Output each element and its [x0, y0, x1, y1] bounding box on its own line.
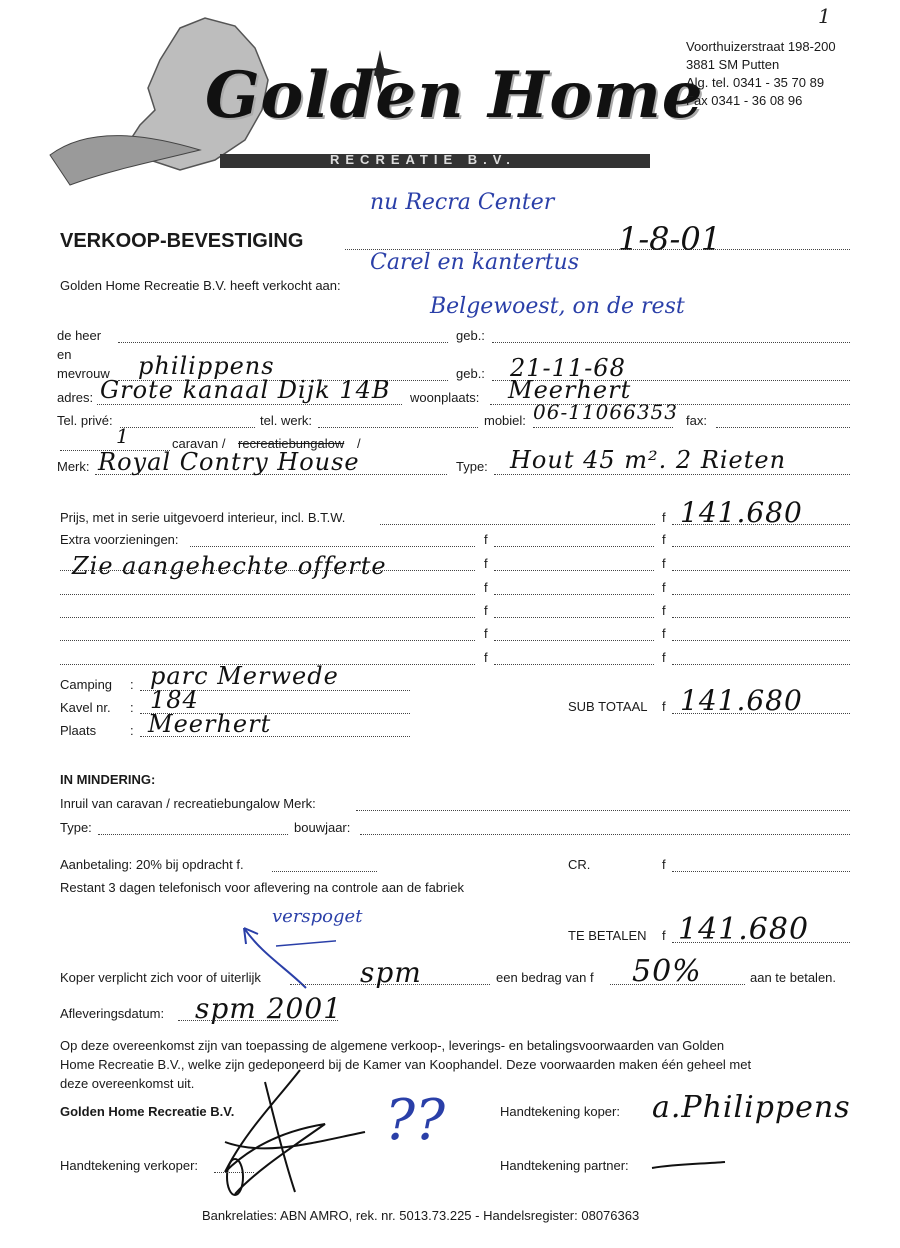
product-quantity: 1 — [116, 424, 130, 448]
trade-type-line — [98, 834, 288, 835]
subtotal-currency: f — [662, 699, 666, 714]
extras-amount-line — [494, 640, 654, 641]
extras-amount-line — [494, 664, 654, 665]
extras-currency: f — [484, 603, 488, 618]
deadline-value: spm — [360, 956, 422, 989]
intro-text: Golden Home Recreatie B.V. heeft verkocht aan: — [60, 278, 341, 293]
label-extras: Extra voorzieningen: — [60, 532, 179, 547]
label-slash: / — [357, 436, 361, 451]
subtotal-value: 141.680 — [680, 684, 803, 717]
extras-line — [60, 640, 475, 641]
buyer-signature: a.Philippens — [652, 1090, 851, 1125]
extras-line — [60, 594, 475, 595]
logo-text: Golden Home — [205, 58, 704, 133]
product-brand: Royal Contry House — [98, 448, 360, 476]
date-value: 1-8-01 — [618, 220, 722, 258]
label-type: Type: — [456, 459, 488, 474]
address-street: Voorthuizerstraat 198-200 — [686, 39, 836, 54]
plaats-colon: : — [130, 723, 134, 738]
extras-amount-line — [672, 546, 850, 547]
label-amount: een bedrag van f — [496, 970, 594, 985]
extras-currency: f — [662, 650, 666, 665]
label-mobiel: mobiel: — [484, 413, 526, 428]
label-pay-end: aan te betalen. — [750, 970, 837, 985]
extras-note: Zie aangehechte offerte — [72, 552, 387, 580]
fax-line — [716, 427, 850, 428]
extras-amount-line — [672, 617, 850, 618]
label-rest: Restant 3 dagen telefonisch voor aflevering na controle aan de fabriek — [60, 880, 464, 895]
logo-subtitle: RECREATIE B.V. — [330, 152, 516, 167]
label-partner-signature: Handtekening partner: — [500, 1158, 629, 1173]
deposit-line — [272, 871, 377, 872]
buyer-mobile: 06-11066353 — [533, 400, 679, 424]
address-city: 3881 SM Putten — [686, 57, 780, 72]
cr-currency: f — [662, 857, 666, 872]
label-seller-signature: Handtekening verkoper: — [60, 1158, 199, 1173]
heer-line — [118, 342, 448, 343]
extras-line — [60, 570, 475, 571]
extras-currency: f — [662, 603, 666, 618]
tel-prive-line — [120, 427, 255, 428]
label-tel-werk: tel. werk: — [260, 413, 313, 428]
company-phone: Alg. tel. 0341 - 35 70 89 — [686, 75, 825, 90]
buyer-address: Grote kanaal Dijk 14B — [100, 376, 391, 404]
extras-amount-line — [494, 570, 654, 571]
extras-line — [60, 617, 475, 618]
extras-currency: f — [484, 532, 488, 547]
seller-line — [214, 1172, 254, 1173]
label-mevrouw: mevrouw — [57, 366, 110, 381]
label-caravan: caravan / — [172, 436, 226, 451]
terms-line: Op deze overeenkomst zijn van toepassing de algemene verkoop-, leverings- en betalingsvoorwaarden van Golden — [60, 1038, 725, 1053]
footer-bank: Bankrelaties: ABN AMRO, rek. nr. 5013.73.225 - Handelsregister: 08076363 — [202, 1208, 640, 1223]
label-heer: de heer — [57, 328, 102, 343]
label-merk: Merk: — [57, 459, 90, 474]
signature-company: Golden Home Recreatie B.V. — [60, 1104, 235, 1119]
bouwjaar-line — [360, 834, 850, 835]
label-woonplaats: woonplaats: — [410, 390, 480, 405]
note-recra-center: nu Recra Center — [370, 190, 555, 215]
extras-line — [190, 546, 475, 547]
extras-amount-line — [672, 594, 850, 595]
company-fax: Fax 0341 - 36 08 96 — [686, 93, 803, 108]
price-currency: f — [662, 510, 666, 525]
extras-currency: f — [662, 556, 666, 571]
label-en: en — [57, 347, 72, 362]
geb1-line — [492, 342, 850, 343]
delivery-value: spm 2001 — [195, 992, 343, 1025]
label-bungalow: recreatiebungalow — [238, 436, 345, 451]
label-plaats: Plaats — [60, 723, 97, 738]
extras-currency: f — [662, 626, 666, 641]
date-line — [345, 249, 850, 250]
label-camping: Camping — [60, 677, 113, 692]
label-kavel: Kavel nr. — [60, 700, 111, 715]
product-type: Hout 45 m². 2 Rieten — [510, 446, 787, 474]
mobiel-line — [533, 427, 673, 428]
extras-currency: f — [662, 580, 666, 595]
plaats-value: Meerhert — [148, 710, 272, 738]
buyer-name: philippens — [138, 352, 275, 380]
extras-amount-line — [672, 664, 850, 665]
extras-currency: f — [484, 650, 488, 665]
label-adres: adres: — [57, 390, 94, 405]
to-pay-value: 141.680 — [678, 912, 810, 947]
seller-signature-scribble — [205, 1062, 375, 1202]
note-rest: Belgewoest, on de rest — [430, 294, 685, 319]
question-marks: ?? — [385, 1088, 446, 1153]
partner-dash — [650, 1160, 730, 1172]
page-number: 1 — [818, 4, 831, 28]
label-commitment: Koper verplicht zich voor of uiterlijk — [60, 970, 261, 985]
extras-amount-line — [672, 570, 850, 571]
price-value: 141.680 — [680, 496, 803, 529]
trade-in-line — [356, 810, 850, 811]
label-buyer-signature: Handtekening koper: — [500, 1104, 620, 1119]
label-price: Prijs, met in serie uitgevoerd interieur, incl. B.T.W. — [60, 510, 346, 525]
to-pay-currency: f — [662, 928, 666, 943]
cr-line — [672, 871, 850, 872]
extras-currency: f — [484, 580, 488, 595]
deduction-heading: IN MINDERING: — [60, 772, 156, 787]
type-line — [494, 474, 850, 475]
label-deposit: Aanbetaling: 20% bij opdracht f. — [60, 857, 244, 872]
terms-line: Home Recreatie B.V., welke zijn gedeponeerd bij de Kamer van Koophandel. Deze voorwaarden maken één geheel met — [60, 1057, 752, 1072]
label-subtotal: SUB TOTAAL — [568, 699, 648, 714]
extras-amount-line — [494, 594, 654, 595]
label-bouwjaar: bouwjaar: — [294, 820, 351, 835]
company-address — [686, 38, 836, 110]
extras-currency: f — [662, 532, 666, 547]
buyer-birthdate: 21-11-68 — [510, 354, 626, 382]
buyer-city: Meerhert — [508, 376, 632, 404]
label-trade-type: Type: — [60, 820, 92, 835]
camping-value: parc Merwede — [150, 662, 339, 690]
extras-amount-line — [672, 640, 850, 641]
label-geb-1: geb.: — [456, 328, 485, 343]
note-contact: Carel en kantertus — [370, 250, 579, 275]
arrow-icon — [236, 918, 336, 998]
extras-currency: f — [484, 626, 488, 641]
adres-line — [97, 404, 402, 405]
terms-line: deze overeenkomst uit. — [60, 1076, 195, 1091]
camping-colon: : — [130, 677, 134, 692]
label-cr: CR. — [568, 857, 591, 872]
label-geb-2: geb.: — [456, 366, 485, 381]
tel-werk-line — [318, 427, 478, 428]
terms-text — [60, 1036, 751, 1093]
price-dots — [380, 524, 655, 525]
note-verspoget: verspoget — [272, 906, 363, 927]
page-title: VERKOOP-BEVESTIGING — [60, 230, 304, 252]
label-to-pay: TE BETALEN — [568, 928, 647, 943]
extras-amount-line — [494, 617, 654, 618]
extras-amount-line — [494, 546, 654, 547]
kavel-value: 184 — [150, 686, 199, 714]
label-trade-in: Inruil van caravan / recreatiebungalow Merk: — [60, 796, 316, 811]
label-tel-prive: Tel. privé: — [57, 413, 113, 428]
label-fax: fax: — [686, 413, 707, 428]
label-delivery: Afleveringsdatum: — [60, 1006, 165, 1021]
extras-currency: f — [484, 556, 488, 571]
company-logo — [30, 10, 704, 200]
kavel-colon: : — [130, 700, 134, 715]
amount-value: 50% — [632, 954, 702, 989]
